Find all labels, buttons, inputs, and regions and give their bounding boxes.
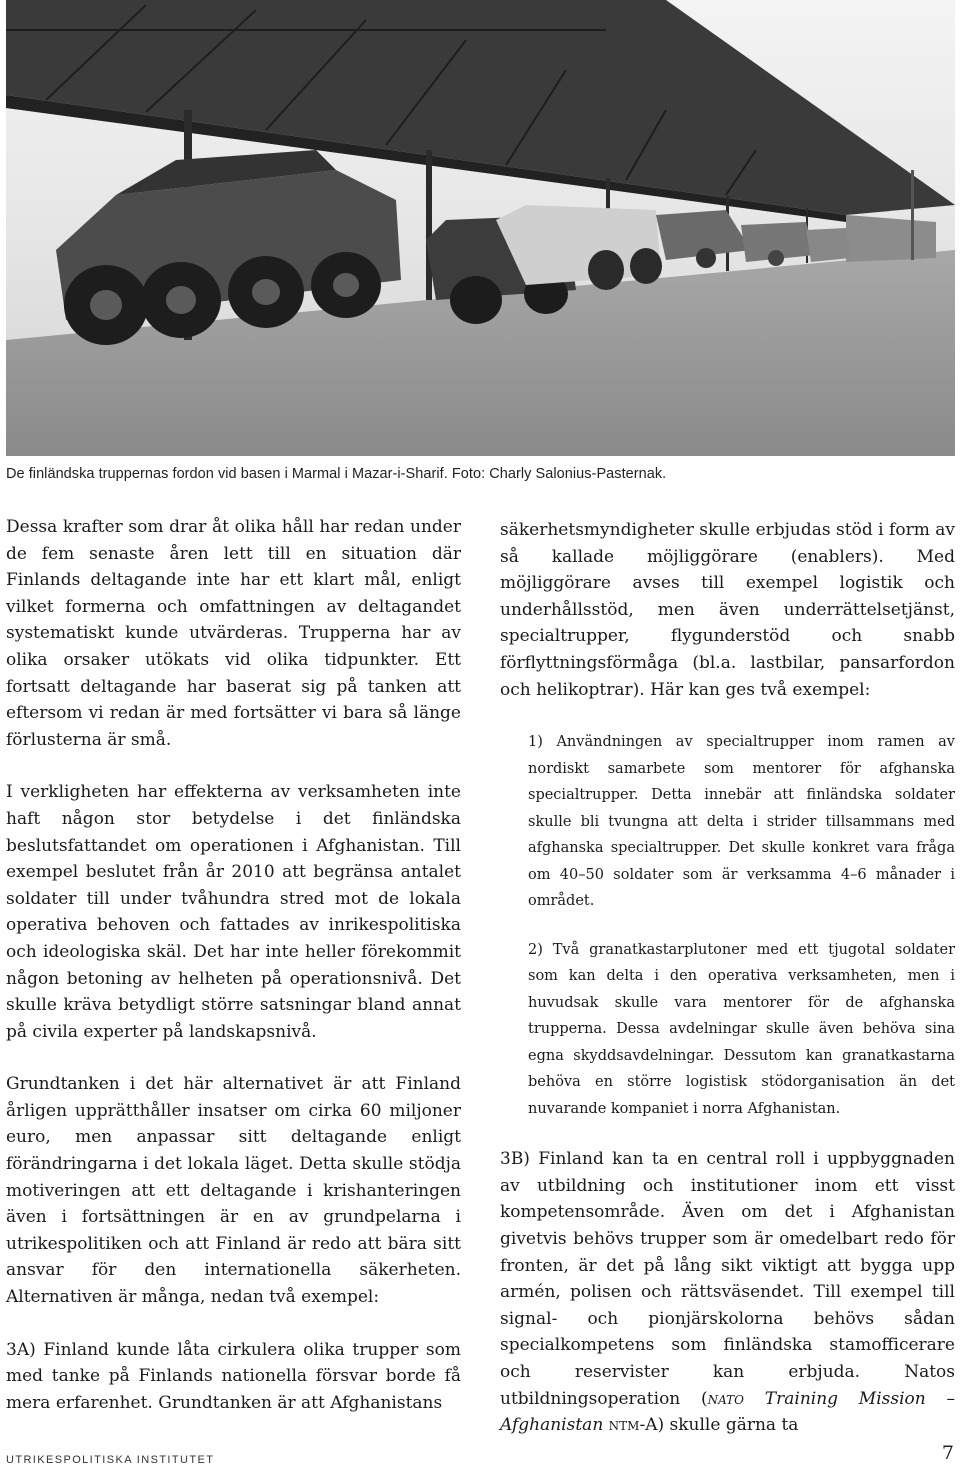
publisher-footer: UTRIKESPOLITISKA INSTITUTET	[6, 1454, 215, 1466]
ntm-abbrev: ntm	[608, 1415, 640, 1436]
photo-caption: De finländska truppernas fordon vid basen i Marmal i Mazar-i-Sharif. Foto: Charly Salonius-Pasternak.	[6, 466, 667, 482]
right-column	[500, 517, 955, 1439]
paragraph	[500, 1146, 955, 1439]
paragraph: 3A) Finland kunde låta cirkulera olika trupper som med tanke på Finlands nationella försvar borde få mera erfarenhet. Grundtanken är att Afghanistans	[6, 1339, 461, 1413]
example-list	[500, 729, 955, 1122]
paragraph: I verkligheten har effekterna av verksamheten inte haft någon stor betydelse i det finländska beslutsfattandet om operationen i Afghanistan. Till exempel beslutet från år 2010 att begränsa antalet soldater till under tvåhundra stred mot de lokala operativa behoven och fattades av inrikespolitiska och ideologiska skäl. Det har inte heller förekommit någon betoning av helheten på operationsnivå. Det skulle kräva betydligt större satsningar bland annat på civila experter på landskapsnivå.	[6, 782, 461, 1042]
paragraph: Grundtanken i det här alternativet är att Finland årligen upprätthåller insatser om cirka 60 miljoner euro, men anpassar sitt deltagande enligt förändringarna i det lokala läget. Detta skulle stödja motiveringen att ett deltagande i krishanteringen även i fortsättningen är en av grundpelarna i utrikespolitiken och att Finland är redo att bära sitt ansvar för den internationella säkerheten. Alternativen är många, nedan två exempel:	[6, 1074, 461, 1308]
vehicles-photo	[6, 0, 955, 456]
italic-term: Training Mission – Afghanistan	[500, 1388, 955, 1436]
list-item: 2) Två granatkastarplutoner med ett tjugotal soldater som kan delta i den operativa verksamheten, men i huvudsak skulle vara mentorer för de afghanska trupperna. Dessa avdelningar skulle även behöva sina egna skyddsavdelningar. Dessutom kan granatkastarna behöva en större logistisk stödorganisation än det nuvarande kompaniet i norra Afghanistan.	[528, 941, 955, 1117]
left-column	[6, 514, 461, 1416]
paragraph-text: 3B) Finland kan ta en central roll i uppbyggnaden av utbildning och institutioner inom ett visst kompetensområde. Även om det i Afghanistan givetvis behövs trupper som är omedelbart redo för fronten, är det på lång sikt viktigt att bygga upp armén, polisen och rättsväsendet. Till exempel till signal- och pionjärskolorna behövs sådan specialkompetens som finländska stamofficerare och reservister kan erbjuda. Natos utbildningsoperation (	[500, 1149, 955, 1409]
list-item: 1) Användningen av specialtrupper inom ramen av nordiskt samarbete som mentorer för afghanska specialtrupper. Detta innebär att finländska soldater skulle bli tvungna att delta i strider tillsammans med afghanska specialtrupper. Det skulle konkret vara fråga om 40–50 soldater som är verksamma 4–6 månader i området.	[528, 734, 955, 910]
page-number: 7	[941, 1442, 954, 1464]
nato-abbrev: nato	[707, 1388, 745, 1409]
paragraph: säkerhetsmyndigheter skulle erbjudas stöd i form av så kallade möjliggörare (enablers). Med möjliggörare avses till exempel logistik och underhållsstöd, men även underrättelsetjänst, specialtrupper, flygunderstöd och snabb förflyttningsförmåga (bl.a. lastbilar, pansarfordon och helikoptrar). Här kan ges två exempel:	[500, 520, 955, 700]
armored-vehicles-photo-icon	[6, 0, 955, 456]
paragraph: Dessa krafter som drar åt olika håll har redan under de fem senaste åren lett till en situation där Finlands deltagande inte har ett klart mål, enligt vilket formerna och omfattningen av deltagandet systematiskt kunde utvärderas. Trupperna har av olika orsaker utökats vid olika tidpunkter. Ett fortsatt deltagande har baserat sig på tanken att eftersom vi redan är med fortsätter vi bara så länge förlusterna är små.	[6, 517, 461, 750]
paragraph-text: -A) skulle gärna ta	[639, 1415, 799, 1436]
